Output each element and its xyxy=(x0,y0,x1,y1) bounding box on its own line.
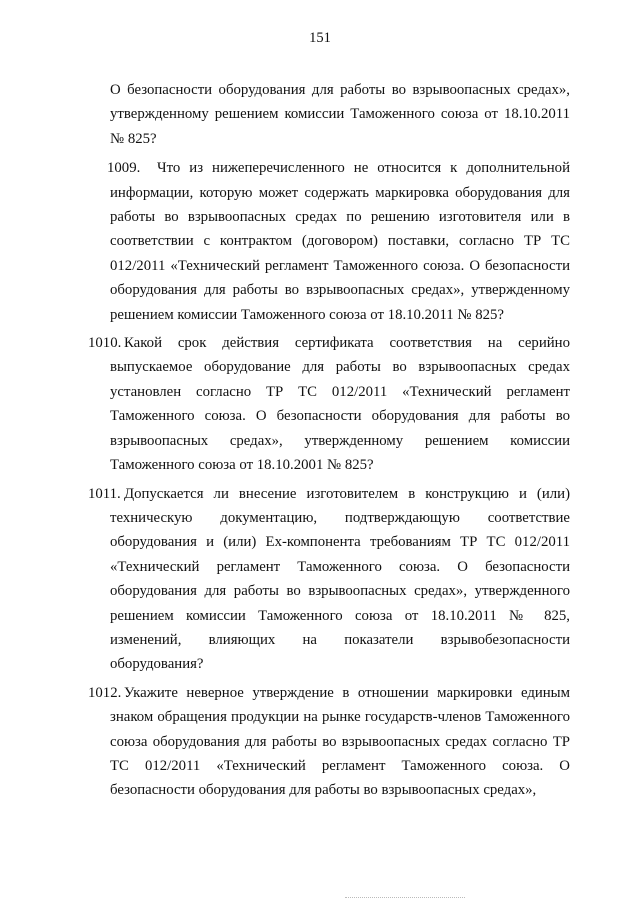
question-1012 xyxy=(88,681,570,803)
question-text: Укажите неверное утверждение в отношении маркировки единым знаком обращения продукции на рынке государств-членов Таможенного союза оборудования для работы во взрывоопасных средах согласно ТР ТС 012/2011 «Технический регламент Таможенного союза. О безопасности оборудования для работы во взрывоопасных средах», xyxy=(110,684,570,799)
page-number: 151 xyxy=(309,30,331,46)
question-text: Что из нижеперечисленного не относится к дополнительной информации, которую может содержать маркировка оборудования для работы во взрывоопасных средах по решению изготовителя или в соответствии с контрактом (договором) поставки, согласно ТР ТС 012/2011 «Технический регламент Таможенного союза. О безопасности оборудования для работы во взрывоопасных средах», утвержденному решением комиссии Таможенного союза от 18.10.2011 № 825? xyxy=(110,160,570,323)
question-text: Допускается ли внесение изготовителем в конструкцию и (или) техническую документацию, подтверждающую соответствие оборудования и (или) Ex-компонента требованиям ТР ТС 012/2011 «Технический регламент Таможенного союза. О безопасности оборудования для работы во взрывоопасных средах», утвержденного решением комиссии Таможенного союза от 18.10.2011 № 825, изменений, влияющих на показатели взрывобезопасности оборудования? xyxy=(110,485,570,673)
question-number: 1012. xyxy=(88,684,122,701)
continuation-paragraph: О безопасности оборудования для работы во взрывоопасных средах», утвержденному решением комиссии Таможенного союза от 18.10.2011 № 825? xyxy=(110,82,570,147)
question-1011 xyxy=(88,482,570,677)
scan-artifact-line xyxy=(345,897,465,899)
question-1010 xyxy=(88,331,570,477)
question-number: 1010. xyxy=(88,335,122,352)
question-number: 1011. xyxy=(88,485,121,502)
question-number: 1009. xyxy=(107,160,141,177)
question-1009 xyxy=(107,156,570,327)
question-text: Какой срок действия сертификата соответствия на серийно выпускаемое оборудование для работы во взрывоопасных средах установлен согласно ТР ТС 012/2011 «Технический регламент Таможенного союза. О безопасности оборудования для работы во взрывоопасных средах», утвержденному решением комиссии Таможенного союза от 18.10.2001 № 825? xyxy=(110,335,570,474)
document-body xyxy=(88,78,570,807)
